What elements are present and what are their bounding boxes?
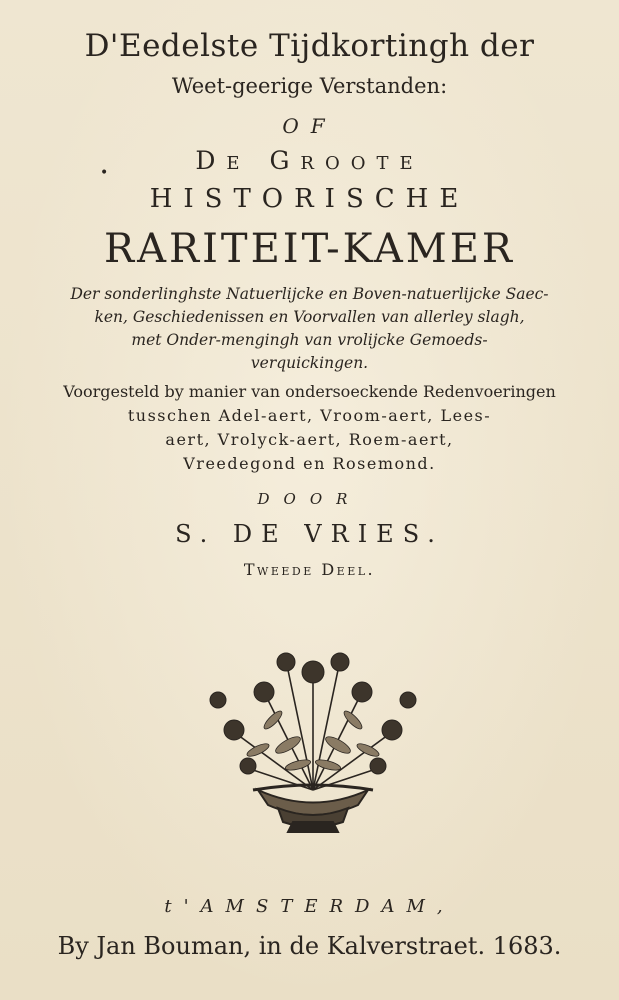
title-line-2: Weet-geerige Verstanden: bbox=[171, 74, 448, 98]
subtitle-line-3: met Onder-mengingh van vrolijcke Gemoeds- bbox=[131, 331, 488, 349]
dialogue-line-2: tusschen Adel-aert, Vroom-aert, Lees- bbox=[127, 406, 492, 425]
imprint-line: By Jan Bouman, in de Kalverstraet. 1683. bbox=[57, 932, 562, 960]
dialogue-line-4: Vreedegond en Rosemond. bbox=[183, 454, 436, 473]
title-line-rariteit-kamer: RARITEIT-KAMER bbox=[103, 226, 516, 272]
title-line-of: OF bbox=[282, 114, 337, 138]
author-name: S. DE VRIES. bbox=[175, 520, 444, 548]
dot-mark: • bbox=[100, 165, 109, 181]
imprint-place: t'AMSTERDAM, bbox=[164, 896, 455, 917]
dialogue-line-3: aert, Vrolyck-aert, Roem-aert, bbox=[165, 430, 454, 449]
subtitle-line-4: verquickingen. bbox=[250, 354, 369, 372]
subtitle-line-1: Der sonderlinghste Natuerlijcke en Boven-natuerlijcke Saec- bbox=[70, 285, 549, 303]
dialogue-line-1: Voorgesteld by manier van ondersoeckende Redenvoeringen bbox=[63, 382, 556, 401]
title-line-1: D'Eedelste Tijdkortingh der bbox=[84, 28, 535, 64]
door-label: DOOR bbox=[257, 490, 362, 508]
title-line-de-groote: De Groote bbox=[195, 146, 424, 175]
title-line-historische: HISTORISCHE bbox=[149, 184, 470, 214]
subtitle-line-2: ken, Geschiedenissen en Voorvallen van allerley slagh, bbox=[94, 308, 525, 326]
volume-label: Tweede Deel. bbox=[243, 560, 376, 579]
flower-vase-woodcut-icon bbox=[198, 640, 428, 835]
